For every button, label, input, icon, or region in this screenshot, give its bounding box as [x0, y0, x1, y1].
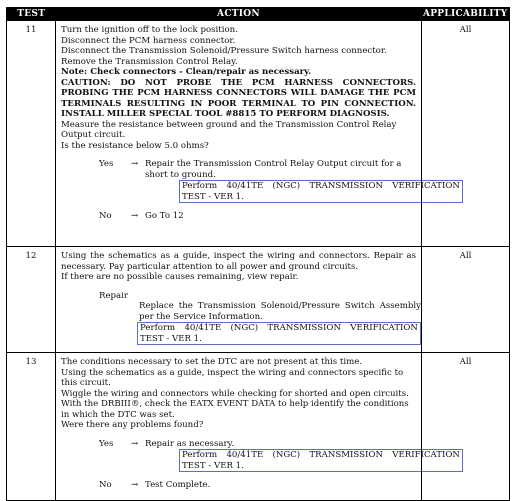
- applicability-cell: All: [422, 247, 510, 353]
- action-line: If there are no possible causes remaining, view repair.: [61, 272, 299, 282]
- action-cell: [56, 21, 460, 247]
- test-number: 11: [7, 21, 56, 247]
- arrow-icon: →: [131, 211, 139, 221]
- no-outcome: Test Complete.: [145, 480, 211, 490]
- action-line: Turn the ignition off to the lock position.: [61, 25, 238, 35]
- no-label: No: [99, 480, 112, 490]
- applicability-cell: All: [422, 353, 510, 501]
- question-text: Were there any problems found?: [61, 420, 204, 430]
- question-text: Is the resistance below 5.0 ohms?: [61, 140, 209, 151]
- repair-branch: [99, 291, 416, 302]
- no-branch: [99, 211, 416, 222]
- action-cell: [56, 247, 422, 353]
- table-row: [7, 247, 510, 353]
- arrow-icon: →: [131, 480, 139, 490]
- repair-outcome: Replace the Transmission Solenoid/Pressure Switch Assembly per the Service Information.: [139, 301, 421, 322]
- arrow-icon: →: [131, 438, 139, 449]
- no-outcome: Go To 12: [145, 211, 184, 221]
- test-number: 12: [7, 247, 56, 353]
- action-line: The conditions necessary to set the DTC are not present at this time.: [61, 357, 363, 367]
- repair-label: Repair: [99, 290, 129, 301]
- action-line: Remove the Transmission Control Relay.: [61, 56, 238, 67]
- yes-outcome: Repair as necessary.: [145, 438, 235, 449]
- yes-label: Yes: [99, 438, 114, 449]
- table-row: [7, 21, 510, 247]
- arrow-icon: →: [131, 159, 139, 169]
- no-branch: [99, 480, 416, 491]
- yes-branch: [99, 439, 416, 450]
- action-line: Using the schematics as a guide, inspect the wiring and connectors specific to this circuit.: [61, 367, 404, 388]
- action-cell: [56, 353, 460, 501]
- verification-test-box: Perform 40/41TE (NGC) TRANSMISSION VERIFICATION TEST - VER 1.: [179, 449, 463, 472]
- measure-text: Measure the resistance between ground and the Transmission Control Relay Output circuit.: [61, 119, 397, 140]
- header-test: TEST: [7, 8, 56, 21]
- verification-test-box: Perform 40/41TE (NGC) TRANSMISSION VERIFICATION TEST - VER 1.: [179, 180, 463, 203]
- yes-branch: [99, 159, 416, 180]
- action-line: Disconnect the PCM harness connector.: [61, 35, 236, 46]
- note-text: Note: Check connectors - Clean/repair as necessary.: [61, 67, 312, 77]
- yes-outcome: Repair the Transmission Control Relay Output circuit for a short to ground.: [145, 159, 402, 180]
- action-line: Wiggle the wiring and connectors while checking for shorted and open circuits.: [61, 388, 409, 399]
- applicability-cell: All: [422, 21, 510, 247]
- header-action: ACTION: [56, 8, 422, 21]
- test-number: 13: [7, 353, 56, 501]
- table-row: [7, 353, 510, 501]
- action-line: Disconnect the Transmission Solenoid/Pressure Switch harness connector.: [61, 46, 387, 56]
- action-text: Using the schematics as a guide, inspect the wiring and connectors. Repair as necessary. Pay particular attention to all power and ground circuits.: [61, 251, 416, 272]
- verification-test-box: Perform 40/41TE (NGC) TRANSMISSION VERIFICATION TEST - VER 1.: [137, 322, 421, 345]
- no-label: No: [99, 211, 112, 221]
- action-line: With the DRBIII®, check the EATX EVENT DATA to help identify the conditions in which the DTC was set.: [61, 399, 409, 420]
- diagnostic-table: [6, 7, 510, 501]
- caution-text: CAUTION: DO NOT PROBE THE PCM HARNESS CONNECTORS. PROBING THE PCM HARNESS CONNECTORS WILL DAMAGE THE PCM TERMINALS RESULTING IN POOR TERMINAL TO PIN CONNECTION. INSTALL MILLER SPECIAL TOOL #8815 TO PERFORM DIAGNOSIS.: [61, 77, 416, 119]
- header-applicability: APPLICABILITY: [422, 9, 508, 19]
- yes-label: Yes: [99, 159, 114, 169]
- table-header-row: [7, 8, 510, 21]
